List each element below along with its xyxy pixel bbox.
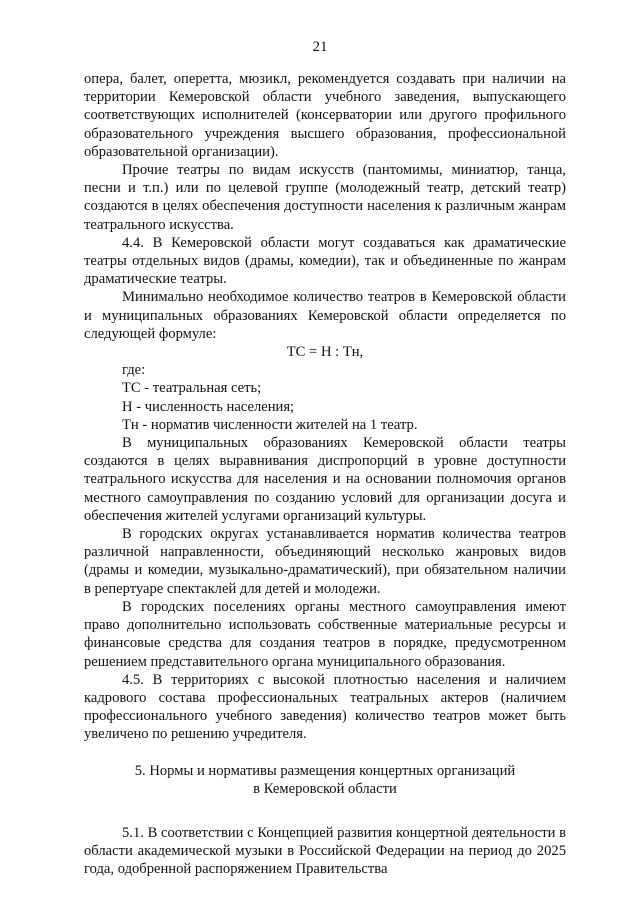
formula-definition-ts: ТС - театральная сеть; (122, 380, 262, 397)
paragraph-other-theatres: Прочие театры по видам искусств (пантомимы, миниатюр, танца, песни и т.п.) или по целевой группе (молодежный театр, детский театр) создаются в целях обеспечения доступности населения к различным жанрам театрального искусства. (84, 162, 566, 233)
paragraph-opera-ballet: опера, балет, оперетта, мюзикл, рекомендуется создавать при наличии на территории Кемеровской области учебного заведения, выпускающего соответствующих исполнителей (консерватории или другого профильного образовательного учреждения высшего образования, профессиональной образовательной организации). (84, 71, 566, 160)
section-heading-line1: 5. Нормы и нормативы размещения концертных организаций (134, 762, 516, 779)
page-number: 21 (312, 39, 328, 55)
paragraph-municipal: В муниципальных образованиях Кемеровской области театры создаются в целях выравнивания диспропорций в уровне доступности театрального искусства для населения и на основании полномочия органов местного самоуправления по созданию условий для организации досуга и обеспечения жителей услугами организаций культуры. (84, 435, 566, 524)
section-heading-line2: в Кемеровской области (253, 780, 397, 797)
paragraph-5-1: 5.1. В соответствии с Концепцией развития концертной деятельности в области академической музыки в Российской Федерации на период до 2025 года, одобренной распоряжением Правительства (84, 824, 566, 878)
formula-where: где: (122, 362, 146, 379)
formula-definition-n: Н - численность населения; (122, 398, 295, 415)
paragraph-4-5: 4.5. В территориях с высокой плотностью населения и наличием кадрового состава профессиональных театральных актеров (наличием профессионального учебного заведения) количество театров может быть увеличено по решению учредителя. (84, 671, 566, 743)
formula-expression: ТС = Н : Тн, (286, 344, 364, 361)
paragraph-minimum-count: Минимально необходимое количество театров в Кемеровской области и муниципальных образованиях Кемеровской области определяется по следующей формуле: (84, 289, 566, 342)
paragraph-city-districts: В городских округах устанавливается норматив количества театров различной направленности, объединяющий несколько жанровых видов (драмы и комедии, музыкально-драматический), при обязательном наличии в репертуаре спектаклей для детей и молодежи. (84, 526, 566, 597)
document-body (84, 70, 566, 879)
paragraph-city-settlements: В городских поселениях органы местного самоуправления имеют право дополнительно использовать собственные материальные ресурсы и финансовые средства для создания театров в порядке, предусмотренном решением представительного органа муниципального образования. (84, 598, 566, 670)
formula-definition-tn: Тн - норматив численности жителей на 1 театр. (122, 416, 418, 433)
paragraph-4-4: 4.4. В Кемеровской области могут создаваться как драматические театры отдельных видов (драмы, комедии), так и объединенные по жанрам драматические театры. (84, 234, 566, 288)
